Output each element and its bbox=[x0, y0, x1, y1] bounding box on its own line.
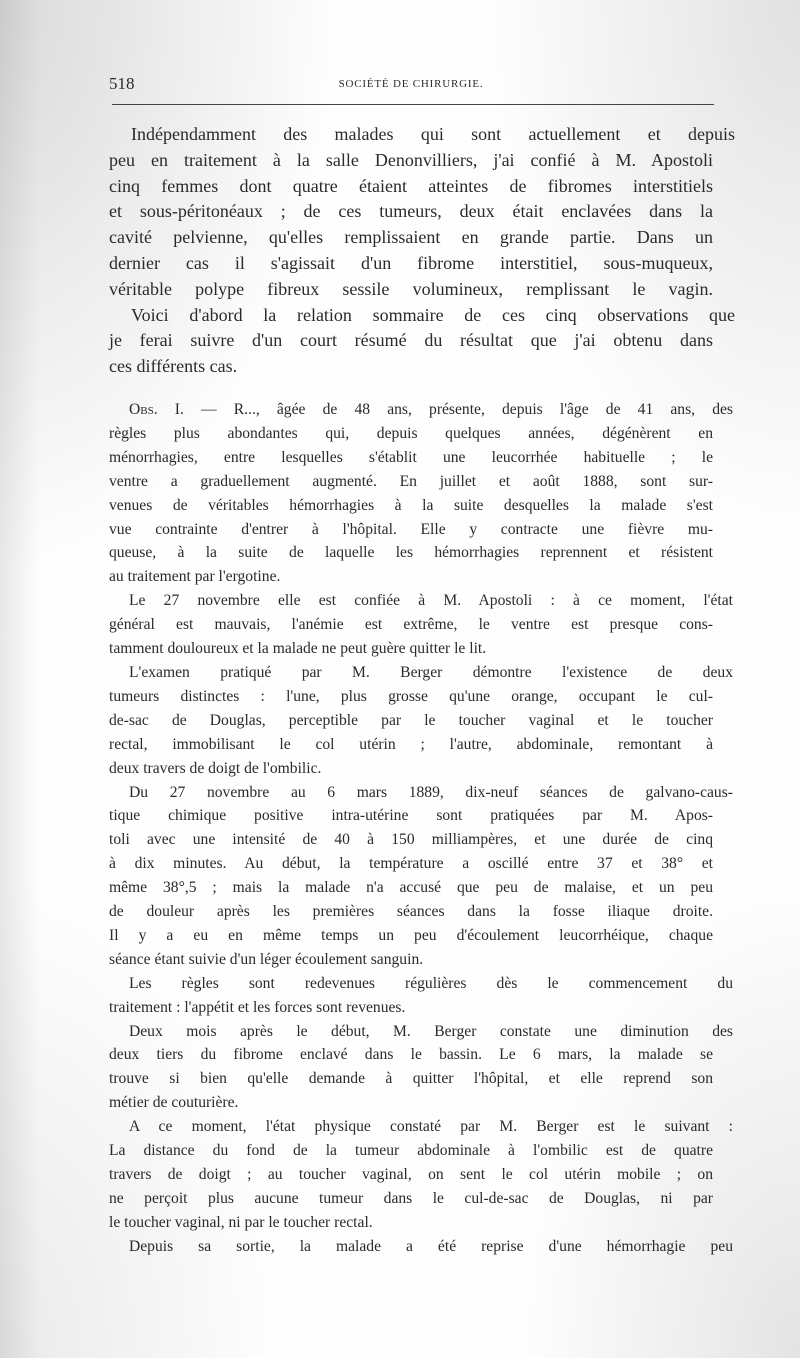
observation-paragraph bbox=[109, 781, 733, 972]
text-line: queuse, à la suite de laquelle les hémorrhagies reprennent et résistent bbox=[109, 544, 713, 562]
intro-paragraph bbox=[109, 303, 735, 380]
text-fragment: — R..., âgée de 48 ans, présente, depuis l'âge de 41 ans, des bbox=[201, 401, 734, 418]
observation-text bbox=[109, 398, 734, 1259]
text-line: trouve si bien qu'elle demande à quitter l'hôpital, et elle reprend son bbox=[109, 1070, 713, 1088]
observation-paragraph bbox=[109, 398, 734, 589]
text-line: général est mauvais, l'anémie est extrême, le ventre est presque cons- bbox=[109, 616, 713, 634]
text-line: A ce moment, l'état physique constaté par M. Berger est le suivant : bbox=[129, 1118, 733, 1136]
text-line: Voici d'abord la relation sommaire de ces cinq observations que bbox=[131, 304, 735, 325]
text-line: Le 27 novembre elle est confiée à M. Apostoli : à ce moment, l'état bbox=[129, 592, 733, 610]
text-line: deux travers de doigt de l'ombilic. bbox=[109, 759, 322, 777]
text-line: tamment douloureux et la malade ne peut guère quitter le lit. bbox=[109, 640, 487, 658]
text-line: le toucher vaginal, ni par le toucher rectal. bbox=[109, 1213, 373, 1231]
observation-paragraph bbox=[109, 661, 733, 781]
text-line: toli avec une intensité de 40 à 150 milliampères, et une durée de cinq bbox=[109, 831, 713, 849]
text-line: et sous-péritonéaux ; de ces tumeurs, deux était enclavées dans la bbox=[109, 201, 713, 222]
text-line: ménorrhagies, entre lesquelles s'établit une leucorrhée habituelle ; le bbox=[109, 448, 713, 466]
text-line: traitement : l'appétit et les forces sont revenues. bbox=[109, 998, 406, 1016]
text-line: cinq femmes dont quatre étaient atteintes de fibromes interstitiels bbox=[109, 175, 713, 196]
text-line bbox=[109, 398, 733, 422]
text-line: vue contrainte d'entrer à l'hôpital. Elle y contracte une fièvre mu- bbox=[109, 520, 713, 538]
text-line: L'examen pratiqué par M. Berger démontre l'existence de deux bbox=[129, 663, 733, 681]
text-line: règles plus abondantes qui, depuis quelques années, dégénèrent en bbox=[109, 424, 713, 442]
text-line: tumeurs distinctes : l'une, plus grosse qu'une orange, occupant le cul- bbox=[109, 687, 713, 705]
text-line: Deux mois après le début, M. Berger constate une diminution des bbox=[129, 1022, 733, 1040]
text-line: métier de couturière. bbox=[109, 1094, 239, 1112]
text-line: ne perçoit plus aucune tumeur dans le cul-de-sac de Douglas, ni par bbox=[109, 1189, 713, 1207]
text-line: deux tiers du fibrome enclavé dans le bassin. Le 6 mars, la malade se bbox=[109, 1046, 713, 1064]
text-line: séance étant suivie d'un léger écoulement sanguin. bbox=[109, 950, 424, 968]
observation-label: Obs. I. bbox=[129, 401, 184, 418]
text-line: Les règles sont redevenues régulières dès le commencement du bbox=[129, 974, 733, 992]
text-line: de-sac de Douglas, perceptible par le toucher vaginal et le toucher bbox=[109, 711, 713, 729]
text-line: au traitement par l'ergotine. bbox=[109, 568, 281, 586]
text-line: travers de doigt ; au toucher vaginal, on sent le col utérin mobile ; on bbox=[109, 1166, 713, 1183]
page-header bbox=[109, 70, 713, 100]
text-line: à dix minutes. Au début, la température a oscillé entre 37 et 38° et bbox=[109, 855, 713, 873]
text-line: rectal, immobilisant le col utérin ; l'autre, abdominale, remontant à bbox=[109, 735, 713, 753]
text-line: La distance du fond de la tumeur abdominale à l'ombilic est de quatre bbox=[109, 1142, 713, 1160]
text-line: de douleur après les premières séances dans la fosse iliaque droite. bbox=[109, 903, 713, 921]
observation-paragraph bbox=[109, 589, 733, 661]
text-line: Du 27 novembre au 6 mars 1889, dix-neuf séances de galvano-caus- bbox=[129, 783, 733, 801]
text-line: tique chimique positive intra-utérine sont pratiquées par M. Apos- bbox=[109, 807, 713, 825]
text-line: ventre a graduellement augmenté. En juillet et août 1888, sont sur- bbox=[109, 472, 713, 490]
observation-paragraph bbox=[109, 972, 733, 1020]
text-line: cavité pelvienne, qu'elles remplissaient en grande partie. Dans un bbox=[109, 227, 713, 248]
text-line: Il y a eu en même temps un peu d'écoulement leucorrhéique, chaque bbox=[109, 926, 713, 944]
text-line: Depuis sa sortie, la malade a été reprise d'une hémorrhagie peu bbox=[129, 1237, 733, 1255]
intro-text bbox=[109, 122, 735, 380]
text-line: venues de véritables hémorrhagies à la suite desquelles la malade s'est bbox=[109, 496, 713, 514]
text-line: je ferai suivre d'un court résumé du résultat que j'ai obtenu dans bbox=[109, 330, 713, 351]
running-title: SOCIÉTÉ DE CHIRURGIE. bbox=[338, 78, 484, 90]
observation-paragraph bbox=[109, 1020, 733, 1116]
header-rule bbox=[112, 104, 714, 105]
intro-paragraph bbox=[109, 122, 735, 303]
observation-paragraph bbox=[109, 1115, 733, 1235]
text-line: véritable polype fibreux sessile volumineux, remplissant le vagin. bbox=[109, 278, 713, 299]
text-line: dernier cas il s'agissait d'un fibrome interstitiel, sous-muqueux, bbox=[109, 252, 713, 273]
text-line: ces différents cas. bbox=[109, 356, 238, 377]
observation-paragraph bbox=[109, 1235, 733, 1259]
text-line: même 38°,5 ; mais la malade n'a accusé que peu de malaise, et un peu bbox=[109, 879, 713, 897]
text-line: Indépendamment des malades qui sont actuellement et depuis bbox=[131, 124, 735, 144]
text-line: peu en traitement à la salle Denonvilliers, j'ai confié à M. Apostoli bbox=[109, 149, 713, 170]
page-number: 518 bbox=[109, 74, 135, 93]
